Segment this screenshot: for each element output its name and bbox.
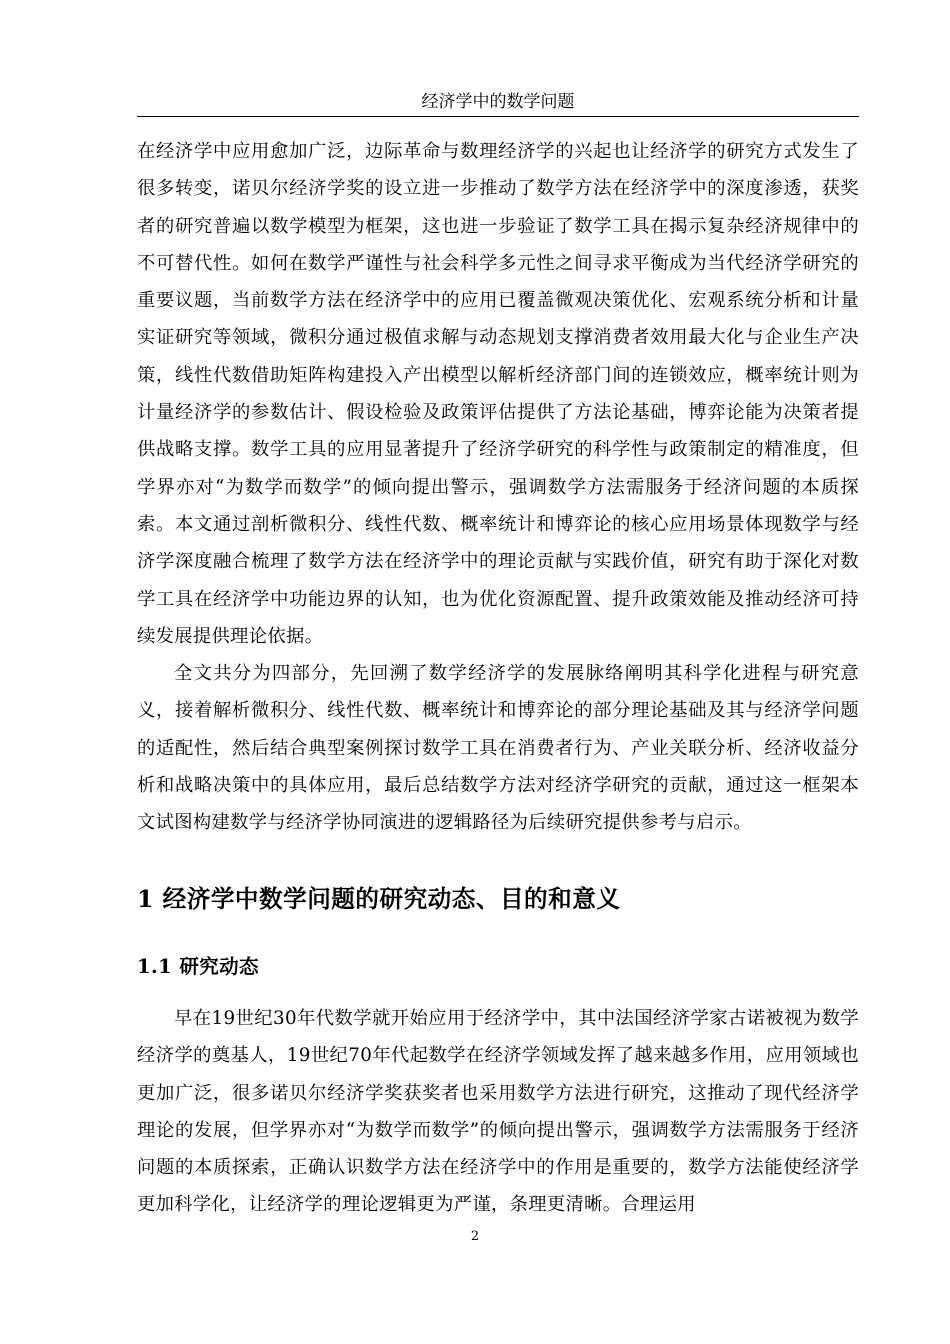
intro-section [137, 133, 859, 842]
section-1-1-paragraph-1: 早在19世纪30年代数学就开始应用于经济学中，其中法国经济学家古诺被视为数学经济学的奠基人，19世纪70年代起数学在经济学领域发挥了越来越多作用，应用领域也更加广泛，很多诺贝尔经济学奖获奖者也采用数学方法进行研究，这推动了现代经济学理论的发展，但学界亦对“为数学而数学”的倾向提出警示，强调数学方法需服务于经济问题的本质探索，正确认识数学方法在经济学中的作用是重要的，数学方法能使经济学更加科学化，让经济学的理论逻辑更为严谨，条理更清晰。合理运用 [137, 1008, 859, 1216]
page-number: 2 [470, 1229, 480, 1244]
header-divider [137, 116, 859, 117]
intro-paragraph-2: 全文共分为四部分，先回溯了数学经济学的发展脉络阐明其科学化进程与研究意义，接着解析微积分、线性代数、概率统计和博弈论的部分理论基础及其与经济学问题的适配性，然后结合典型案例探讨数学工具在消费者行为、产业关联分析、经济收益分析和战略决策中的具体应用，最后总结数学方法对经济学研究的贡献，通过这一框架本文试图构建数学与经济学协同演进的逻辑路径为后续研究提供参考与启示。 [137, 663, 859, 834]
intro-paragraph-1: 在经济学中应用愈加广泛，边际革命与数理经济学的兴起也让经济学的研究方式发生了很多转变，诺贝尔经济学奖的设立进一步推动了数学方法在经济学中的深度渗透，获奖者的研究普遍以数学模型为框架，这也进一步验证了数学工具在揭示复杂经济规律中的不可替代性。如何在数学严谨性与社会科学多元性之间寻求平衡成为当代经济学研究的重要议题，当前数学方法在经济学中的应用已覆盖微观决策优化、宏观系统分析和计量实证研究等领域，微积分通过极值求解与动态规划支撑消费者效用最大化与企业生产决策，线性代数借助矩阵构建投入产出模型以解析经济部门间的连锁效应，概率统计则为计量经济学的参数估计、假设检验及政策评估提供了方法论基础，博弈论能为决策者提供战略支撑。数学工具的应用显著提升了经济学研究的科学性与政策制定的精准度，但学界亦对“为数学而数学”的倾向提出警示，强调数学方法需服务于经济问题的本质探索。本文通过剖析微积分、线性代数、概率统计和博弈论的核心应用场景体现数学与经济学深度融合梳理了数学方法在经济学中的理论贡献与实践价值，研究有助于深化对数学工具在经济学中功能边界的认知，也为优化资源配置、提升政策效能及推动经济可持续发展提供理论依据。 [137, 141, 859, 647]
section-1-1-body [137, 1000, 859, 1224]
section-1-heading: 1 经济学中数学问题的研究动态、目的和意义 [137, 885, 621, 913]
running-header: 经济学中的数学问题 [421, 92, 575, 112]
section-1-1-heading: 1.1 研究动态 [137, 955, 259, 978]
